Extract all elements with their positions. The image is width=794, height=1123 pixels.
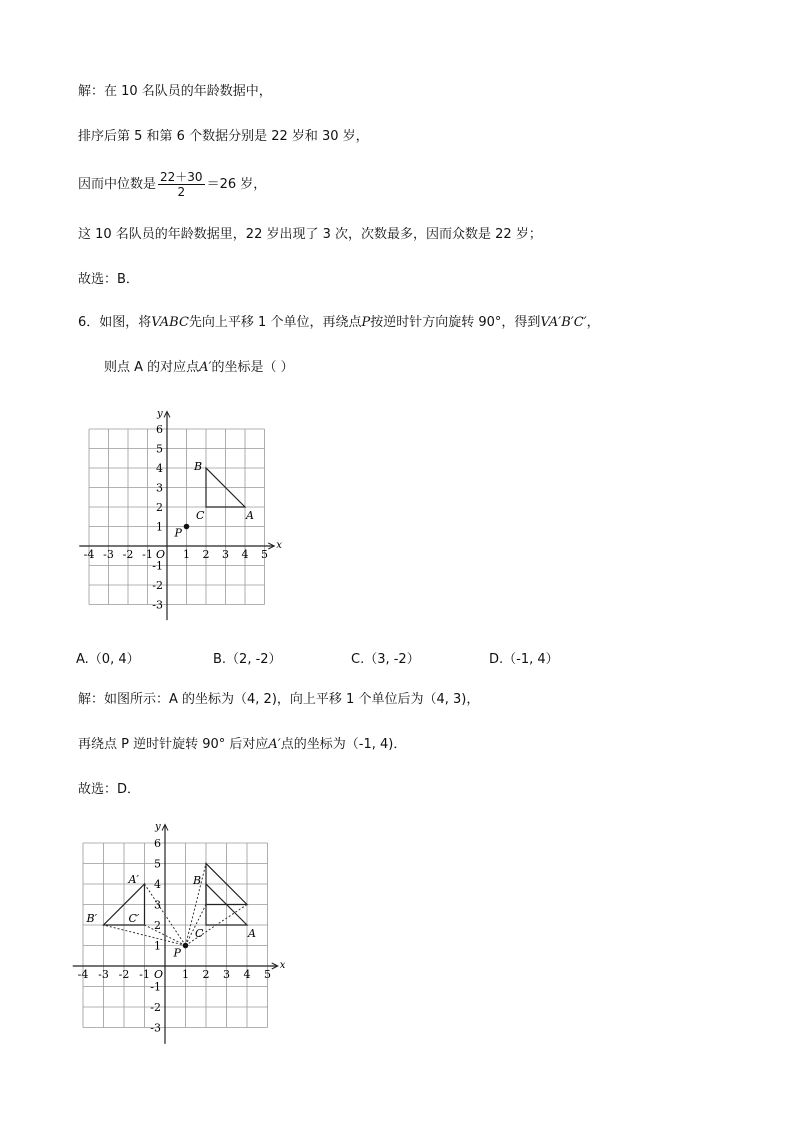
y-tick-label: -2: [152, 579, 163, 592]
sol5-median-result: ＝26 岁，: [206, 177, 267, 192]
x-tick-label: -4: [83, 548, 95, 561]
y-tick-label: 4: [156, 462, 163, 475]
label-b-prime: B′: [86, 912, 98, 925]
fraction-denominator: 2: [177, 185, 186, 199]
sol5-line2: 排序后第 5 和第 6 个数据分别是 22 岁和 30 岁，: [78, 129, 369, 144]
y-tick-label: 6: [156, 423, 163, 436]
y-tick-label: 3: [156, 481, 163, 495]
y-axis-label: y: [155, 821, 161, 833]
sol6-text-a: 再绕点 P 逆时针旋转 90° 后对应: [78, 737, 269, 752]
option-d: D.（-1, 4）: [489, 652, 559, 667]
sol6-line1: 解：如图所示：A 的坐标为（4, 2)，向上平移 1 个单位后为（4, 3)，: [78, 692, 480, 707]
label-b: B: [193, 874, 202, 887]
option-a: A.（0, 4）: [76, 652, 140, 667]
x-tick-label: 3: [223, 968, 230, 981]
y-tick-label: -3: [152, 598, 163, 612]
q6-triangle-abc: VABC: [151, 315, 189, 330]
sol5-answer: 故选：B．: [78, 272, 139, 287]
sol5-median-prefix: 因而中位数是: [78, 177, 157, 192]
y-tick-label: 2: [154, 919, 161, 932]
q6-text-d: ，: [586, 315, 600, 330]
origin-label: O: [156, 548, 166, 561]
label-c: C: [196, 509, 205, 522]
x-tick-label: 3: [222, 548, 229, 561]
y-tick-label: -3: [150, 1021, 161, 1035]
sol6-answer: 故选：D．: [78, 782, 141, 797]
sol6-text-b: 点的坐标为（-1, 4)．: [280, 737, 407, 752]
y-tick-label: -1: [150, 980, 161, 994]
x-tick-label: -3: [98, 968, 109, 981]
sol5-line4: 这 10 名队员的年龄数据里，22 岁出现了 3 次，次数最多，因而众数是 22 岁；: [78, 227, 542, 242]
q6-stem-line1: [78, 313, 600, 333]
y-tick-label: 3: [154, 898, 161, 912]
q6-text-c: 按逆时针方向旋转 90°，得到: [370, 315, 541, 330]
solution-figure: [70, 815, 300, 1050]
x-tick-label: 2: [202, 968, 210, 981]
point-p-dot: [184, 524, 190, 530]
y-tick-label: 4: [154, 878, 161, 891]
y-tick-label: -1: [152, 559, 163, 573]
x-tick-label: -1: [139, 968, 150, 981]
median-fraction: [158, 170, 205, 199]
origin-label: O: [154, 968, 164, 981]
sol6-point-a-prime: A′: [268, 737, 281, 752]
option-b: B.（2, -2）: [213, 652, 282, 667]
y-tick-label: 5: [154, 857, 161, 871]
x-tick-label: -1: [142, 548, 153, 561]
sol6-line2: [78, 735, 406, 755]
label-a: A: [246, 509, 254, 522]
q6-point-p: P: [361, 315, 371, 330]
y-tick-label: 6: [154, 837, 161, 850]
y-tick-label: -2: [150, 1001, 161, 1014]
label-c: C: [195, 927, 204, 940]
fraction-numerator: 22＋30: [160, 170, 203, 184]
x-tick-label: -4: [77, 968, 89, 981]
y-tick-label: 2: [156, 501, 163, 514]
y-tick-label: 5: [156, 442, 163, 456]
option-c: C.（3, -2）: [351, 652, 420, 667]
x-tick-label: 5: [261, 548, 268, 561]
label-c-prime: C′: [128, 912, 140, 925]
q6-point-a-prime: A′: [199, 360, 212, 375]
y-tick-label: 1: [156, 520, 163, 534]
point-p-dot: [183, 943, 189, 949]
q6-text-a: 6．如图，将: [78, 315, 152, 330]
x-tick-label: -2: [122, 548, 134, 561]
y-tick-label: 1: [154, 939, 161, 953]
x-axis-label: x: [279, 960, 286, 971]
q6-text-b: 先向上平移 1 个单位，再绕点: [188, 315, 362, 330]
sol5-line1: 解：在 10 名队员的年龄数据中，: [78, 84, 272, 99]
label-b: B: [194, 460, 203, 473]
label-a: A: [248, 927, 256, 940]
x-tick-label: 1: [183, 548, 190, 561]
q6-triangle-image: VA′B′C′: [540, 315, 587, 330]
x-tick-label: 4: [243, 968, 251, 981]
x-tick-label: -2: [118, 968, 130, 981]
x-tick-label: 4: [241, 548, 249, 561]
label-p: P: [174, 526, 182, 540]
q6-stem-line2: [104, 358, 294, 378]
x-tick-label: 1: [182, 968, 189, 981]
sol5-line3: [78, 170, 266, 199]
q6-text-e: 则点 A 的对应点: [104, 360, 200, 375]
question-figure: [70, 403, 290, 628]
q6-text-f: 的坐标是（ ）: [211, 360, 294, 375]
x-tick-label: 2: [202, 548, 210, 561]
x-tick-label: 5: [264, 968, 271, 981]
label-a-prime: A′: [128, 873, 139, 886]
label-p: P: [173, 946, 181, 960]
y-axis-label: y: [157, 408, 163, 420]
x-tick-label: -3: [103, 548, 114, 561]
x-axis-label: x: [276, 540, 282, 551]
